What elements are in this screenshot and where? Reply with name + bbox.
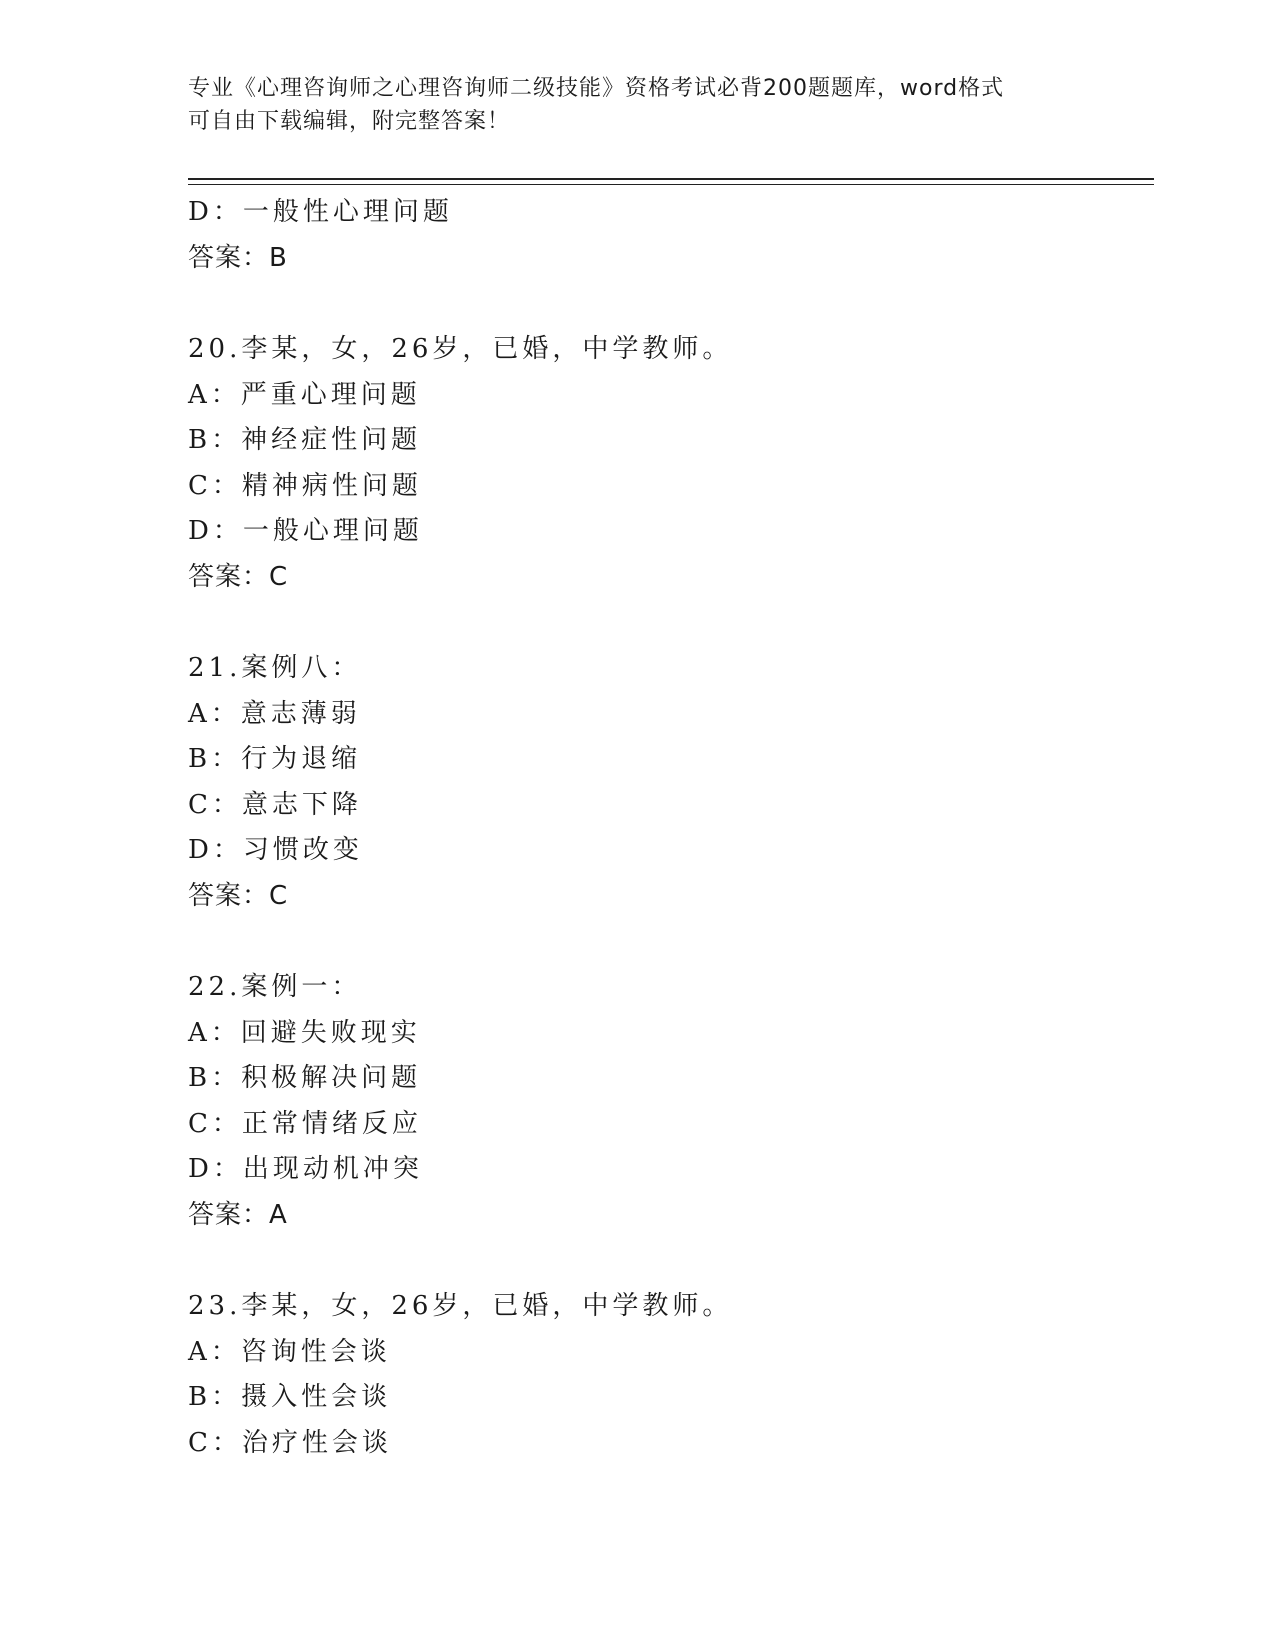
- header-line-1: 专业《心理咨询师之心理咨询师二级技能》资格考试必背200题题库，word格式: [188, 76, 1005, 101]
- question-block: [188, 965, 1154, 1238]
- option-a: A：咨询性会谈: [188, 1336, 391, 1367]
- answer-line: 答案：C: [188, 880, 289, 911]
- question-block: [188, 1284, 1154, 1466]
- header-line-2: 可自由下载编辑，附完整答案！: [188, 109, 511, 134]
- option-a: A：严重心理问题: [188, 379, 421, 410]
- option-d: D：一般心理问题: [188, 516, 423, 546]
- option-a: A：回避失败现实: [188, 1017, 421, 1048]
- question-stem: 23.李某，女，26岁，已婚，中学教师。: [188, 1291, 733, 1321]
- header-rule-thick: [188, 178, 1154, 180]
- option-b: B：摄入性会谈: [188, 1382, 392, 1412]
- question-stem: 20.李某，女，26岁，已婚，中学教师。: [188, 334, 733, 364]
- answer-line: 答案：A: [188, 1199, 288, 1230]
- option-b: B：行为退缩: [188, 744, 362, 774]
- option-c: C：意志下降: [188, 789, 362, 820]
- question-stem: 21.案例八：: [188, 653, 362, 683]
- option-a: A：意志薄弱: [188, 698, 361, 729]
- question-stem: 22.案例一：: [188, 972, 362, 1002]
- question-block: [188, 327, 1154, 600]
- header-rule-thin: [188, 184, 1154, 185]
- spacer: [188, 919, 1154, 965]
- spacer: [188, 1238, 1154, 1284]
- spacer: [188, 281, 1154, 327]
- document-header: [188, 72, 1088, 138]
- document-body: [188, 190, 1154, 1466]
- option-c: C：治疗性会谈: [188, 1427, 392, 1458]
- option-c: C：正常情绪反应: [188, 1108, 422, 1139]
- answer-line: 答案：C: [188, 561, 289, 592]
- option-b: B：神经症性问题: [188, 425, 422, 455]
- answer-line: 答案：B: [188, 242, 288, 273]
- option-b: B：积极解决问题: [188, 1063, 422, 1093]
- option-d: D：习惯改变: [188, 835, 363, 865]
- option-c: C：精神病性问题: [188, 470, 422, 501]
- spacer: [188, 600, 1154, 646]
- option-d: D：出现动机冲突: [188, 1154, 423, 1184]
- question-block: [188, 646, 1154, 919]
- option-d: D：一般性心理问题: [188, 197, 453, 227]
